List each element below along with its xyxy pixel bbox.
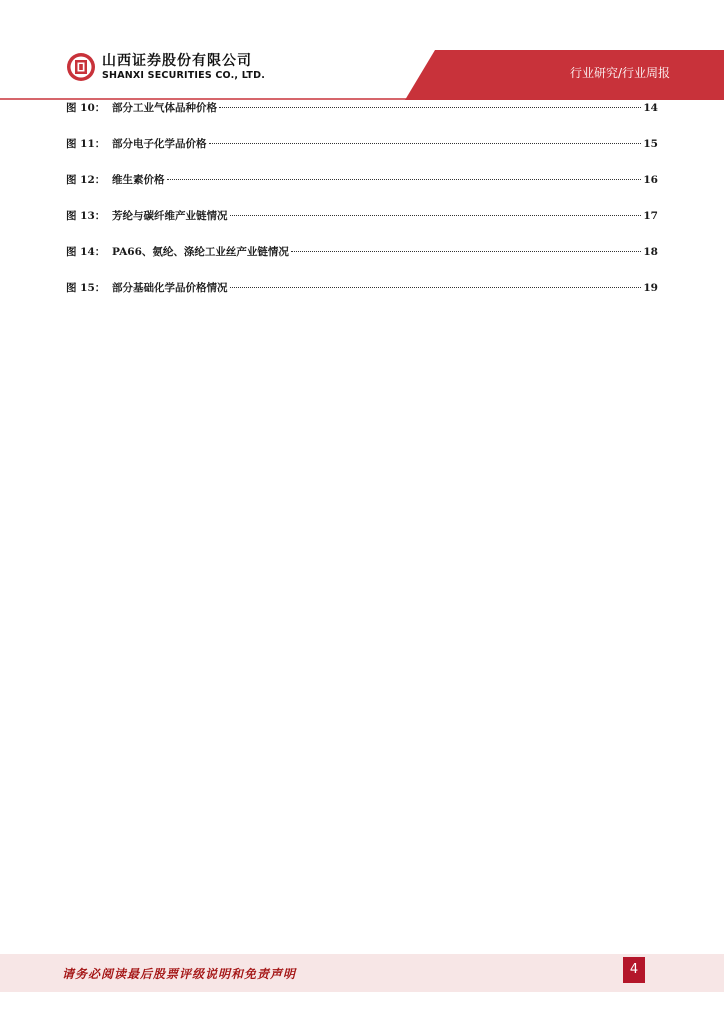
- toc-entry[interactable]: [66, 136, 658, 172]
- toc-figure-number: 图 15：: [66, 282, 106, 294]
- toc-figure-title: 维生素价格: [112, 174, 165, 186]
- disclaimer-notice: 请务必阅读最后股票评级说明和免责声明: [62, 967, 297, 981]
- toc-page-number: 15: [643, 138, 658, 150]
- company-logo: [66, 52, 265, 82]
- toc-figure-title: 部分工业气体品种价格: [112, 102, 217, 114]
- header-band: [0, 0, 724, 100]
- toc-figure-number: 图 11：: [66, 138, 106, 150]
- page-footer: [0, 954, 724, 992]
- toc-leader-dots: [209, 143, 642, 144]
- toc-figure-number: 图 14：: [66, 246, 106, 258]
- toc-leader-dots: [219, 107, 641, 108]
- toc-figure-number: 图 12：: [66, 174, 106, 186]
- figure-index: [66, 100, 658, 316]
- toc-leader-dots: [230, 287, 642, 288]
- toc-entry[interactable]: [66, 100, 658, 136]
- page-number-badge: 4: [623, 957, 645, 983]
- toc-leader-dots: [291, 251, 641, 252]
- toc-figure-title: 芳纶与碳纤维产业链情况: [112, 210, 228, 222]
- company-name-cn: 山西证券股份有限公司: [102, 52, 252, 69]
- toc-figure-title: 部分基础化学品价格情况: [112, 282, 228, 294]
- toc-page-number: 19: [643, 282, 658, 294]
- report-category: 行业研究/行业周报: [569, 66, 670, 80]
- toc-figure-number: 图 10：: [66, 102, 106, 114]
- header-red-tab: [405, 50, 724, 100]
- toc-entry[interactable]: [66, 208, 658, 244]
- toc-page-number: 16: [643, 174, 658, 186]
- toc-figure-title: PA66、氨纶、涤纶工业丝产业链情况: [112, 246, 289, 258]
- page-header: [0, 0, 724, 100]
- company-name-en: SHANXI SECURITIES CO., LTD.: [102, 69, 266, 81]
- toc-entry[interactable]: [66, 172, 658, 208]
- toc-figure-title: 部分电子化学品价格: [112, 138, 207, 150]
- toc-leader-dots: [167, 179, 642, 180]
- toc-page-number: 14: [643, 102, 658, 114]
- logo-emblem-icon: [66, 52, 96, 82]
- toc-page-number: 18: [643, 246, 658, 258]
- toc-entry[interactable]: [66, 280, 658, 316]
- toc-figure-number: 图 13：: [66, 210, 106, 222]
- toc-leader-dots: [230, 215, 642, 216]
- toc-page-number: 17: [643, 210, 658, 222]
- toc-entry[interactable]: [66, 244, 658, 280]
